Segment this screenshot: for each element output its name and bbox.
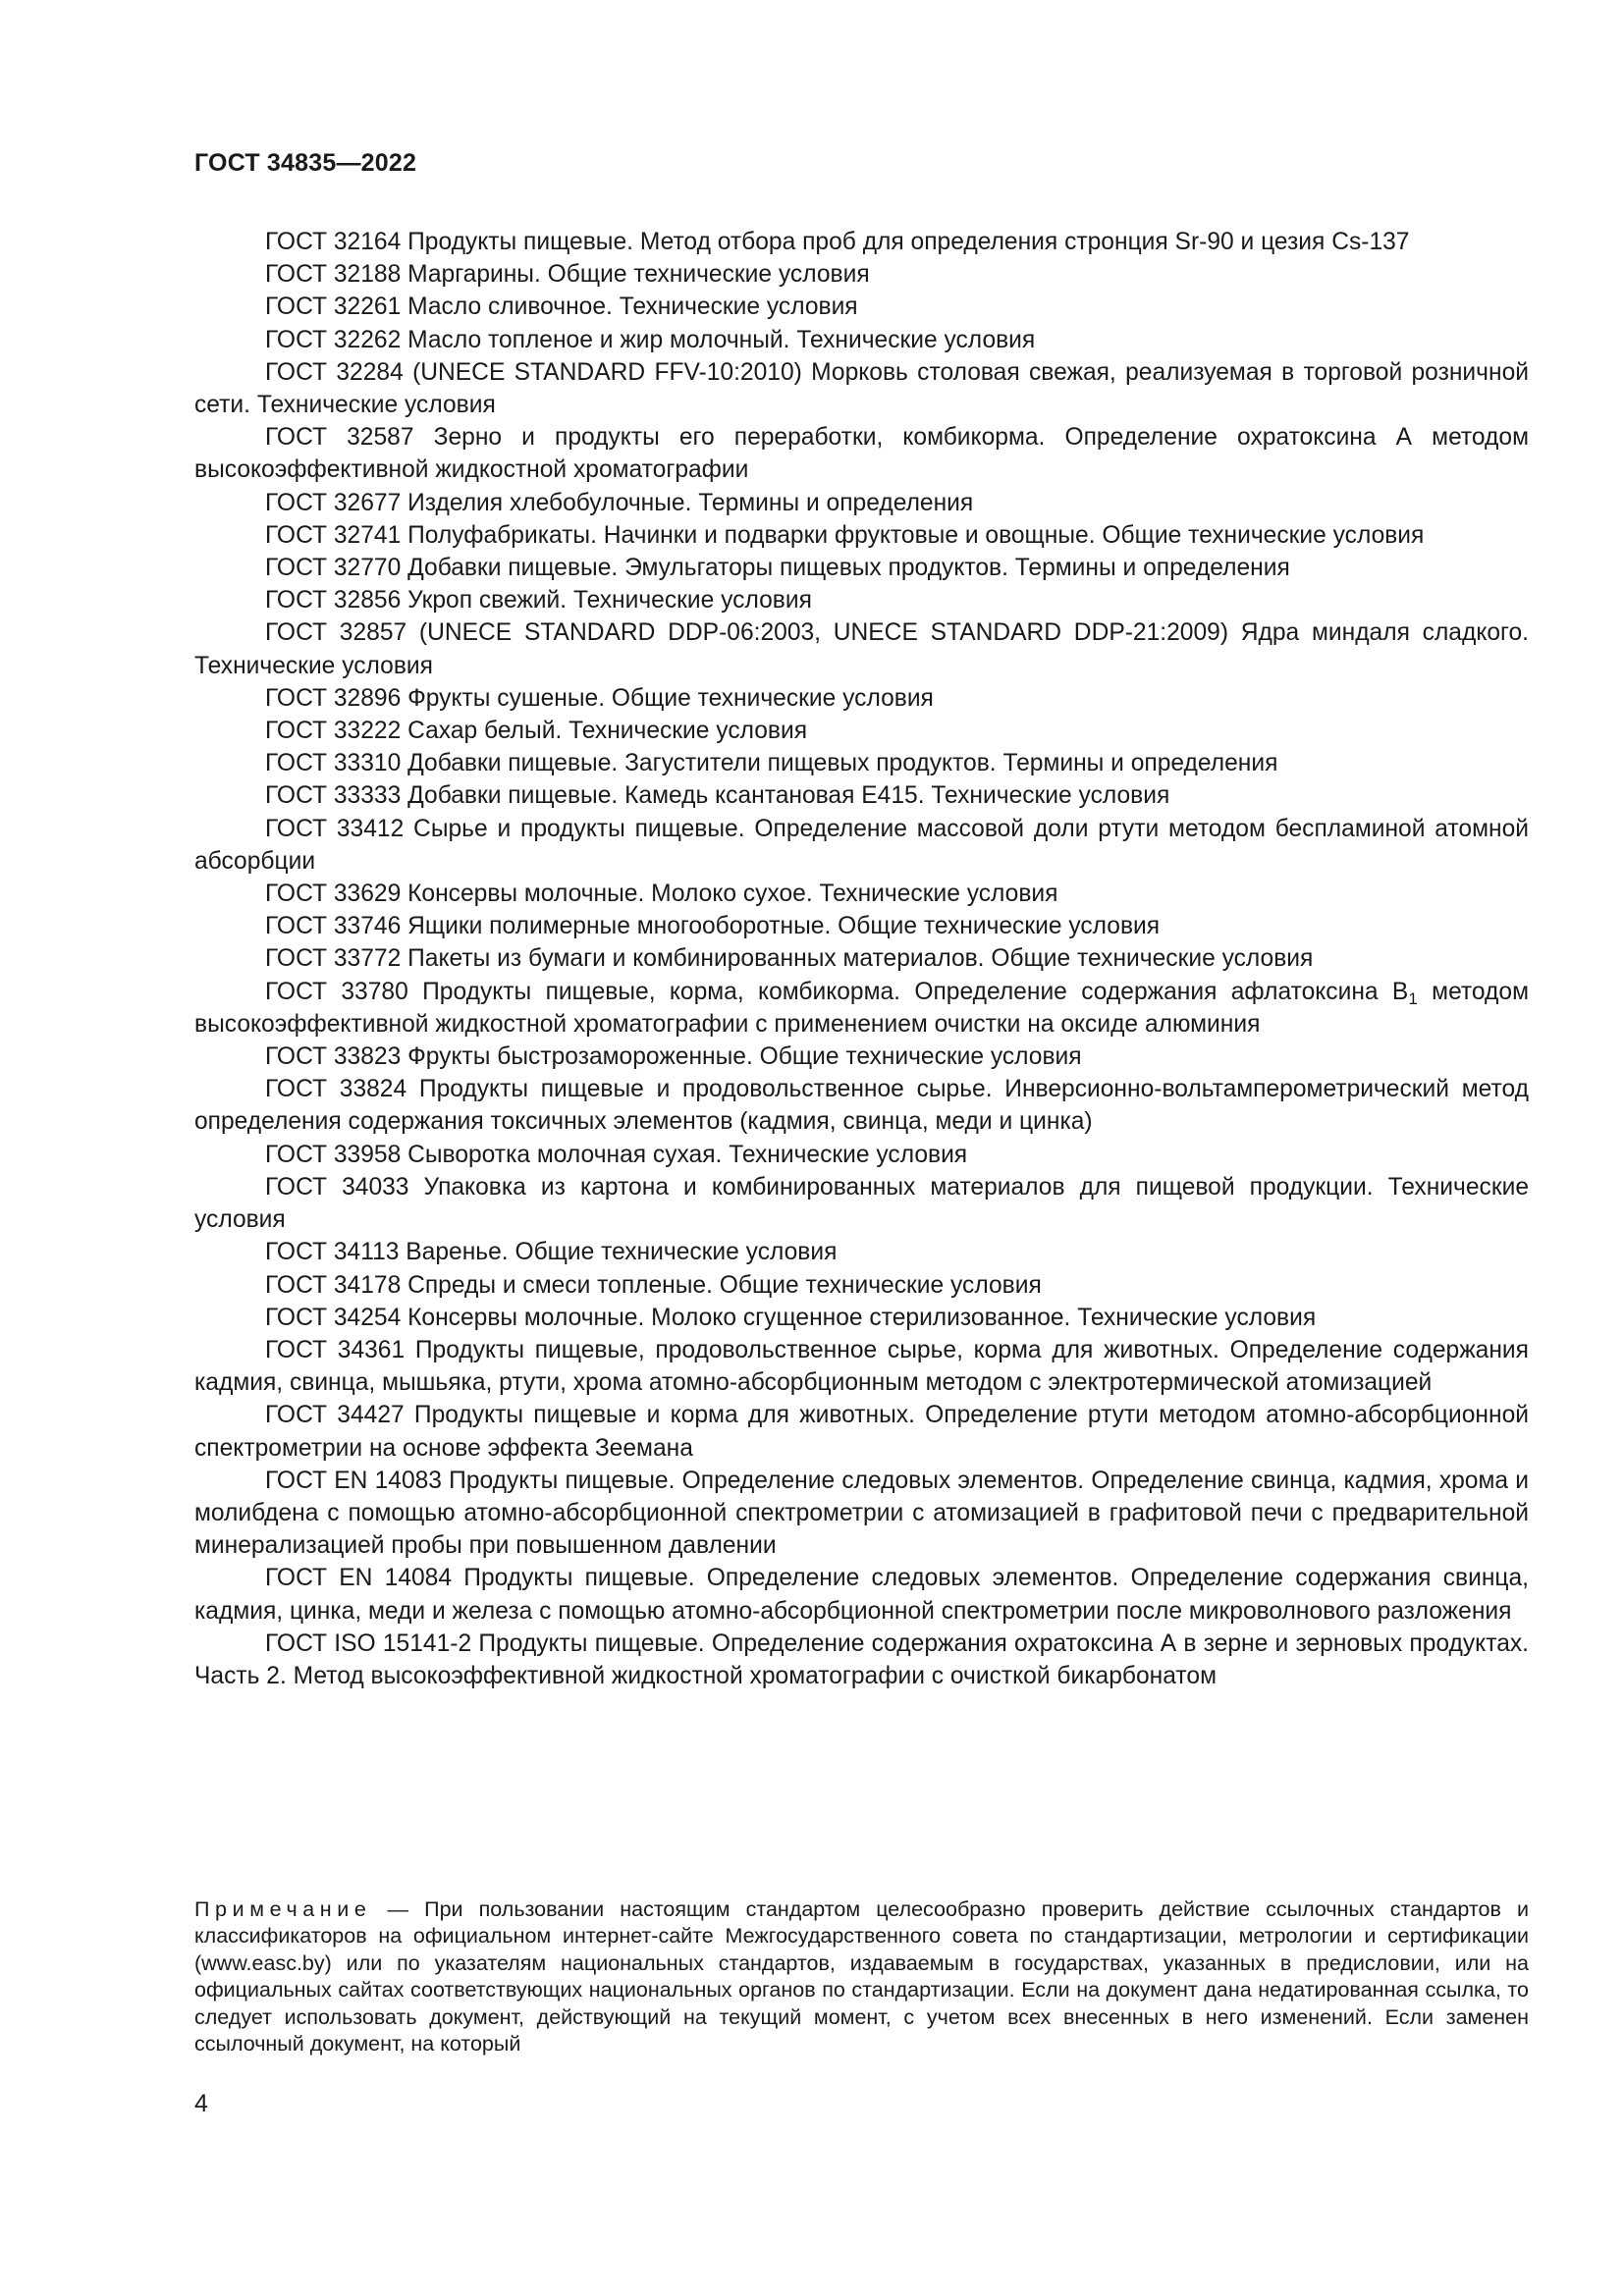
reference-item: ГОСТ 32261 Масло сливочное. Технические условия bbox=[265, 294, 858, 321]
reference-item: ГОСТ 32164 Продукты пищевые. Метод отбора проб для определения стронция Sr-90 и цезия Cs-137 bbox=[265, 229, 1410, 255]
normative-references-list bbox=[194, 226, 1529, 1692]
reference-item: ГОСТ 33780 Продукты пищевые, корма, комбикорма. Определение содержания афлатоксина $B_1$ методом высокоэффективной жидкостной хроматографии с применением очистки на оксиде алюминия bbox=[194, 978, 1529, 1038]
page-number: 4 bbox=[194, 2090, 208, 2117]
reference-item: ГОСТ EN 14084 Продукты пищевые. Определение следовых элементов. Определение содержания свинца, кадмия, цинка, меди и железа с помощью атомно-абсорбционной спектрометрии после микроволнового разложения bbox=[194, 1565, 1529, 1625]
reference-item: ГОСТ 34361 Продукты пищевые, продовольственное сырье, корма для животных. Определение содержания кадмия, свинца, мышьяка, ртути, хрома атомно-абсорбционным методом с электротермической атомизацией bbox=[194, 1336, 1529, 1397]
reference-item: ГОСТ 33412 Сырье и продукты пищевые. Определение массовой доли ртути методом беспламиной атомной абсорбции bbox=[194, 815, 1529, 875]
reference-item: ГОСТ 33310 Добавки пищевые. Загустители пищевых продуктов. Термины и определения bbox=[265, 750, 1278, 777]
reference-item: ГОСТ 33222 Сахар белый. Технические условия bbox=[265, 718, 808, 745]
reference-item: ГОСТ 32896 Фрукты сушеные. Общие технические условия bbox=[265, 684, 934, 712]
reference-item: ГОСТ 33629 Консервы молочные. Молоко сухое. Технические условия bbox=[265, 881, 1058, 908]
reference-item: ГОСТ 34427 Продукты пищевые и корма для животных. Определение ртути методом атомно-абсорбционной спектрометрии на основе эффекта Зеемана bbox=[194, 1402, 1529, 1462]
note-text: — При пользовании настоящим стандартом целесообразно проверить действие ссылочных стандартов и классификаторов на официальном интернет-сайте Межгосударственного совета по стандартизации, метрологии и сертификации (www.easc.by) или по указателям национальных стандартов, издаваемым в государствах, указанных в предисловии, или на официальных сайтах соответствующих национальных органов по стандартизации. Если на документ дана недатированная ссылка, то следует использовать документ, действующий на текущий момент, с учетом всех внесенных в него изменений. Если заменен ссылочный документ, на который bbox=[194, 1897, 1529, 2056]
reference-item: ГОСТ ISO 15141-2 Продукты пищевые. Определение содержания охратоксина А в зерне и зерновых продуктах. Часть 2. Метод высокоэффективной жидкостной хроматографии с очисткой бикарбонатом bbox=[194, 1629, 1529, 1689]
reference-item: ГОСТ 32741 Полуфабрикаты. Начинки и подварки фруктовые и овощные. Общие технические условия bbox=[265, 521, 1425, 549]
reference-item: ГОСТ EN 14083 Продукты пищевые. Определение следовых элементов. Определение свинца, кадмия, хрома и молибдена с помощью атомно-абсорбционной спектрометрии с атомизацией в графитовой печи с предварительной минерализацией пробы при повышенном давлении bbox=[194, 1467, 1529, 1560]
note-label: Примечание bbox=[194, 1897, 372, 1921]
reference-item: ГОСТ 33823 Фрукты быстрозамороженные. Общие технические условия bbox=[265, 1043, 1082, 1071]
reference-item: ГОСТ 34178 Спреды и смеси топленые. Общие технические условия bbox=[265, 1271, 1042, 1299]
reference-item: ГОСТ 33824 Продукты пищевые и продовольственное сырье. Инверсионно-вольтамперометрический метод определения содержания токсичных элементов (кадмия, свинца, меди и цинка) bbox=[194, 1076, 1529, 1136]
reference-item: ГОСТ 32770 Добавки пищевые. Эмульгаторы пищевых продуктов. Термины и определения bbox=[265, 555, 1290, 582]
reference-item: ГОСТ 33333 Добавки пищевые. Камедь ксантановая Е415. Технические условия bbox=[265, 782, 1170, 810]
reference-item: ГОСТ 34254 Консервы молочные. Молоко сгущенное стерилизованное. Технические условия bbox=[265, 1304, 1317, 1331]
note-paragraph bbox=[194, 1896, 1529, 2057]
reference-item: ГОСТ 34113 Варенье. Общие технические условия bbox=[265, 1239, 838, 1266]
subscript: 1 bbox=[1408, 988, 1418, 1008]
reference-item: ГОСТ 34033 Упаковка из картона и комбинированных материалов для пищевой продукции. Технические условия bbox=[194, 1173, 1529, 1234]
reference-item: ГОСТ 32188 Маргарины. Общие технические условия bbox=[265, 261, 870, 289]
reference-item: ГОСТ 32677 Изделия хлебобулочные. Термины и определения bbox=[265, 489, 974, 516]
reference-item: ГОСТ 32587 Зерно и продукты его переработки, комбикорма. Определение охратоксина А методом высокоэффективной жидкостной хроматографии bbox=[194, 424, 1529, 484]
reference-item: ГОСТ 32857 (UNECE STANDARD DDP-06:2003, UNECE STANDARD DDP-21:2009) Ядра миндаля сладкого. Технические условия bbox=[194, 619, 1529, 679]
standard-code-header: ГОСТ 34835—2022 bbox=[194, 149, 417, 177]
reference-item: ГОСТ 32262 Масло топленое и жир молочный. Технические условия bbox=[265, 326, 1036, 353]
reference-item: ГОСТ 32856 Укроп свежий. Технические условия bbox=[265, 587, 812, 614]
reference-item: ГОСТ 33958 Сыворотка молочная сухая. Технические условия bbox=[265, 1141, 968, 1168]
reference-item: ГОСТ 32284 (UNECE STANDARD FFV-10:2010) Морковь столовая свежая, реализуемая в торговой розничной сети. Технические условия bbox=[194, 358, 1529, 419]
reference-item: ГОСТ 33746 Ящики полимерные многооборотные. Общие технические условия bbox=[265, 913, 1161, 940]
reference-item: ГОСТ 33772 Пакеты из бумаги и комбинированных материалов. Общие технические условия bbox=[265, 945, 1314, 973]
